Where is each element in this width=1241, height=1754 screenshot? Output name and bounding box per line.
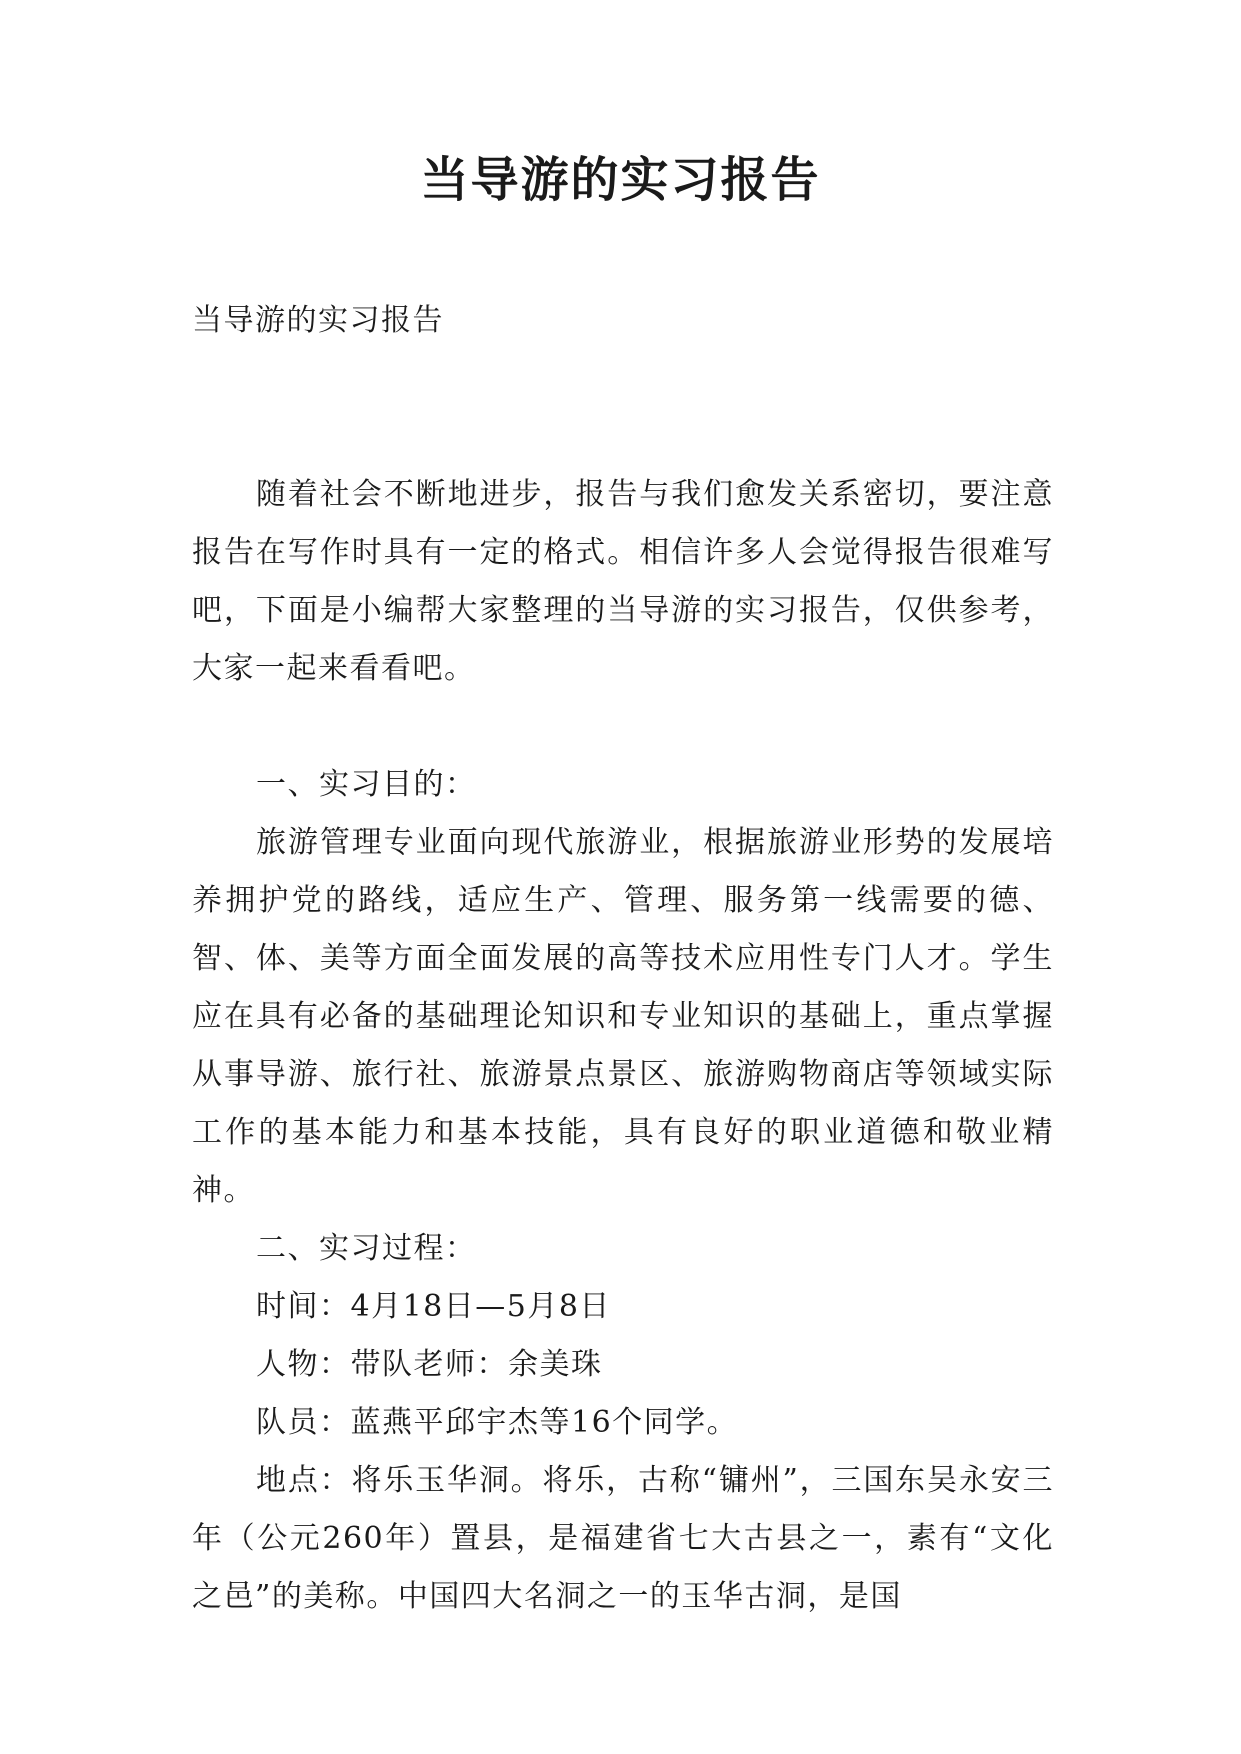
people-line: 人物：带队老师：余美珠: [256, 1347, 603, 1382]
document-title: 当导游的实习报告: [420, 152, 821, 208]
document-body: [192, 292, 1054, 1626]
purpose-paragraph: 旅游管理专业面向现代旅游业，根据旅游业形势的发展培养拥护党的路线，适应生产、管理、服务第一线需要的德、智、体、美等方面全面发展的高等技术应用性专门人才。学生应在具有必备的基础理论知识和专业知识的基础上，重点掌握从事导游、旅行社、旅游景点景区、旅游购物商店等领域实际工作的基本能力和基本技能，具有良好的职业道德和敬业精神。: [192, 825, 1054, 1208]
intro-paragraph: 随着社会不断地进步，报告与我们愈发关系密切，要注意报告在写作时具有一定的格式。相信许多人会觉得报告很难写吧，下面是小编帮大家整理的当导游的实习报告，仅供参考，大家一起来看看吧。: [192, 477, 1054, 686]
section-heading-process: 二、实习过程：: [256, 1231, 477, 1266]
spacer: [192, 408, 1054, 466]
spacer: [192, 698, 1054, 756]
members-line: 队员：蓝燕平邱宇杰等16个同学。: [256, 1405, 739, 1440]
section-heading-purpose: 一、实习目的：: [256, 767, 477, 802]
document-subtitle: 当导游的实习报告: [192, 303, 444, 338]
location-paragraph: 地点：将乐玉华洞。将乐，古称“镛州”，三国东吴永安三年（公元260年）置县，是福建省七大古县之一，素有“文化之邑”的美称。中国四大名洞之一的玉华古洞，是国: [192, 1463, 1054, 1614]
time-line: 时间：4月18日—5月8日: [256, 1289, 611, 1324]
